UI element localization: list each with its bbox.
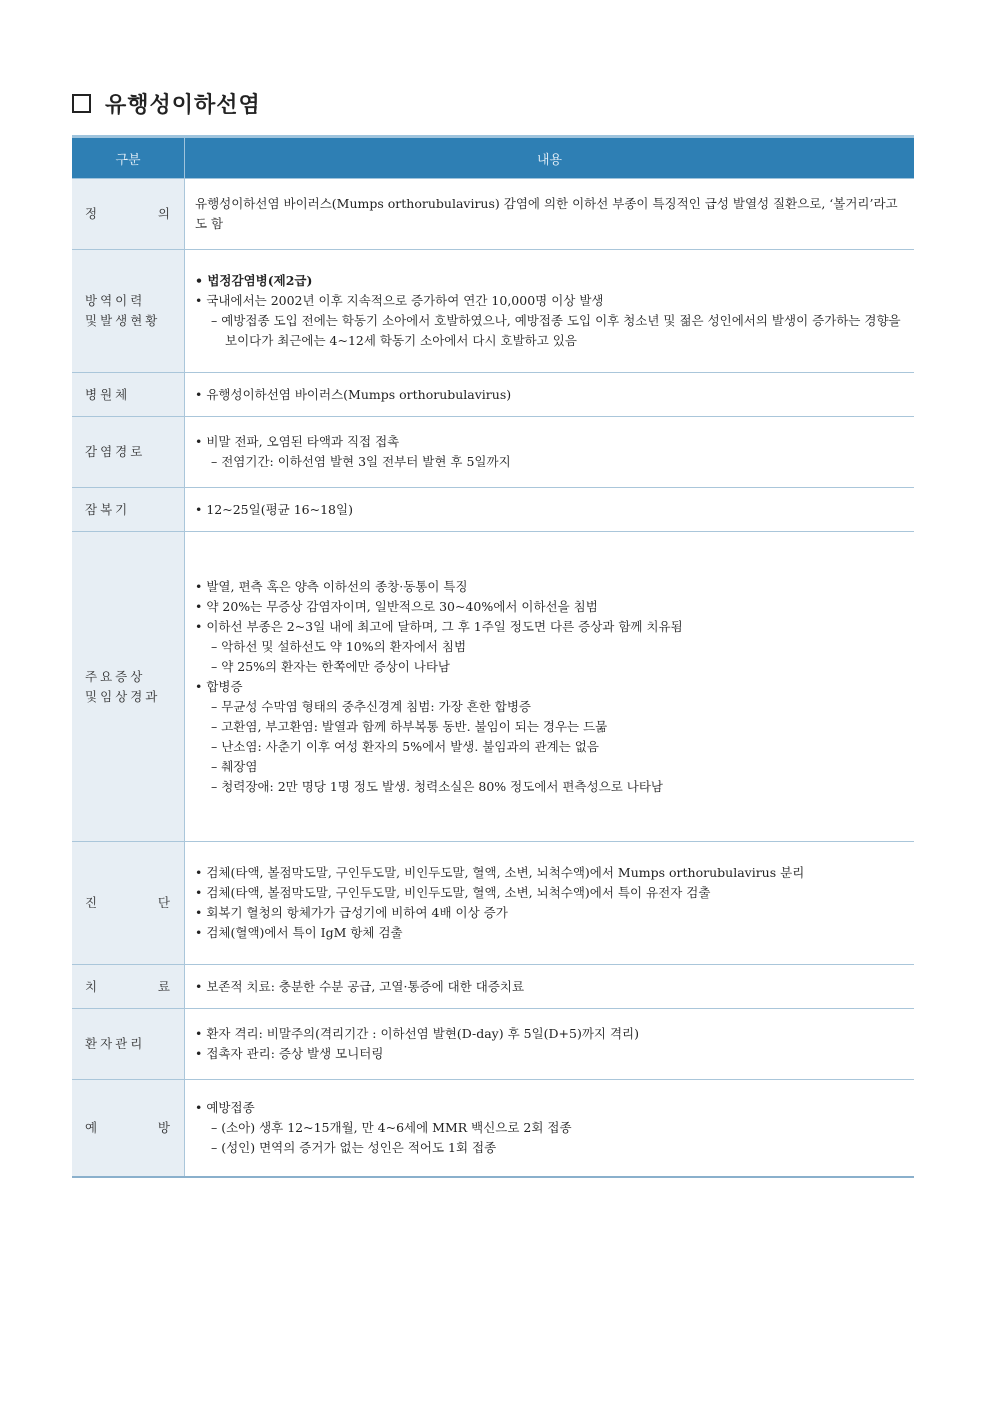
row-label	[72, 179, 185, 250]
section-title	[72, 88, 261, 119]
bullet-item: • 이하선 부종은 2~3일 내에 최고에 달하며, 그 후 1주일 정도면 다른 증상과 함께 치유됨	[195, 618, 683, 634]
bullet-item: • 접촉자 관리: 증상 발생 모니터링	[195, 1046, 384, 1061]
table-row	[72, 373, 914, 417]
sub-item: – 전염기간: 이하선염 발현 3일 전부터 발현 후 5일까지	[211, 454, 511, 469]
bullet-item: • 회복기 혈청의 항체가가 급성기에 비하여 4배 이상 증가	[195, 905, 508, 920]
bullet-item: • 환자 격리: 비말주의(격리기간 : 이하선염 발현(D-day) 후 5일(D+5)까지 격리)	[195, 1026, 640, 1041]
row-label-line: 진 단	[85, 895, 173, 910]
table-row	[72, 532, 914, 842]
row-label	[72, 250, 185, 373]
sub-item: – 난소염: 사춘기 이후 여성 환자의 5%에서 발생. 불임과의 관계는 없음	[211, 738, 599, 754]
bullet-item: • 합병증	[195, 678, 243, 694]
table-header-row	[72, 137, 914, 179]
table-row	[72, 1080, 914, 1177]
row-label-line: 잠복기	[85, 501, 131, 517]
paragraph-text: 유행성이하선염 바이러스(Mumps orthorubulavirus) 감염에 의한 이하선 부종이 특징적인 급성 발열성 질환으로, ‘볼거리’라고도 함	[195, 196, 898, 231]
table-row	[72, 842, 914, 965]
page-title: 유행성이하선염	[105, 93, 261, 118]
table-row	[72, 488, 914, 532]
row-content	[185, 1009, 915, 1080]
bullet-item: • 법정감염병(제2급)	[195, 273, 313, 288]
row-label-line: 정 의	[85, 206, 173, 221]
row-label-line: 방역이력	[85, 293, 146, 308]
row-label	[72, 842, 185, 965]
row-label	[72, 488, 185, 532]
bullet-item: • 국내에서는 2002년 이후 지속적으로 증가하여 연간 10,000명 이상 발생	[195, 293, 604, 308]
row-label	[72, 532, 185, 842]
row-label-line: 주요증상	[85, 668, 146, 684]
row-label-line: 치 료	[85, 978, 173, 994]
header-category: 구분	[72, 137, 185, 179]
row-label	[72, 1080, 185, 1177]
sub-item: – (성인) 면역의 증거가 없는 성인은 적어도 1회 접종	[211, 1139, 497, 1155]
row-label-line: 환자관리	[85, 1036, 146, 1051]
row-label	[72, 1009, 185, 1080]
sub-item: – 고환염, 부고환염: 발열과 함께 하부복통 동반. 불임이 되는 경우는 드묾	[211, 718, 608, 734]
bullet-item: • 비말 전파, 오염된 타액과 직접 접촉	[195, 434, 400, 449]
bullet-item: • 예방접종	[195, 1099, 255, 1115]
sub-item: – 악하선 및 설하선도 약 10%의 환자에서 침범	[211, 638, 467, 654]
row-label-line: 병원체	[85, 386, 131, 402]
checkbox-square-icon	[72, 94, 91, 113]
table-row	[72, 179, 914, 250]
disease-info-table	[72, 135, 914, 1178]
row-label-line: 및임상경과	[85, 688, 161, 704]
sub-item: – 약 25%의 환자는 한쪽에만 증상이 나타남	[211, 658, 450, 674]
row-label-line: 예 방	[85, 1119, 173, 1135]
row-label	[72, 373, 185, 417]
header-content: 내용	[185, 137, 915, 179]
row-label	[72, 417, 185, 488]
row-content	[185, 488, 915, 532]
table-row	[72, 1009, 914, 1080]
row-content	[185, 179, 915, 250]
sub-item: – 예방접종 도입 전에는 학동기 소아에서 호발하였으나, 예방접종 도입 이후 청소년 및 젊은 성인에서의 발생이 증가하는 경향을 보이다가 최근에는 4~12세 학동기 소아에서 다시 호발하고 있음	[211, 313, 901, 348]
row-content	[185, 417, 915, 488]
row-label-line: 감염경로	[85, 444, 146, 459]
row-label-line: 및발생현황	[85, 313, 161, 328]
bullet-item: • 유행성이하선염 바이러스(Mumps orthorubulavirus)	[195, 386, 512, 402]
bullet-item: • 발열, 편측 혹은 양측 이하선의 종창·동통이 특징	[195, 578, 468, 594]
row-content	[185, 965, 915, 1009]
bullet-item: • 검체(타액, 볼점막도말, 구인두도말, 비인두도말, 혈액, 소변, 뇌척수액)에서 Mumps orthorubulavirus 분리	[195, 865, 805, 880]
row-content	[185, 842, 915, 965]
bullet-item: • 약 20%는 무증상 감염자이며, 일반적으로 30~40%에서 이하선을 침범	[195, 598, 598, 614]
table-row	[72, 417, 914, 488]
row-label	[72, 965, 185, 1009]
row-content	[185, 250, 915, 373]
sub-item: – 청력장애: 2만 명당 1명 정도 발생. 청력소실은 80% 정도에서 편측성으로 나타남	[211, 778, 664, 794]
sub-item: – 무균성 수막염 형태의 중추신경계 침범: 가장 흔한 합병증	[211, 698, 531, 714]
table-row	[72, 965, 914, 1009]
bullet-item: • 검체(타액, 볼점막도말, 구인두도말, 비인두도말, 혈액, 소변, 뇌척수액)에서 특이 유전자 검출	[195, 885, 711, 900]
bullet-item: • 검체(혈액)에서 특이 IgM 항체 검출	[195, 925, 403, 940]
row-content	[185, 1080, 915, 1177]
row-content	[185, 532, 915, 842]
row-content	[185, 373, 915, 417]
bullet-item: • 보존적 치료: 충분한 수분 공급, 고열·통증에 대한 대증치료	[195, 978, 525, 994]
bullet-item: • 12~25일(평균 16~18일)	[195, 501, 353, 517]
sub-item: – 췌장염	[211, 758, 258, 774]
sub-item: – (소아) 생후 12~15개월, 만 4~6세에 MMR 백신으로 2회 접종	[211, 1119, 572, 1135]
table-row	[72, 250, 914, 373]
